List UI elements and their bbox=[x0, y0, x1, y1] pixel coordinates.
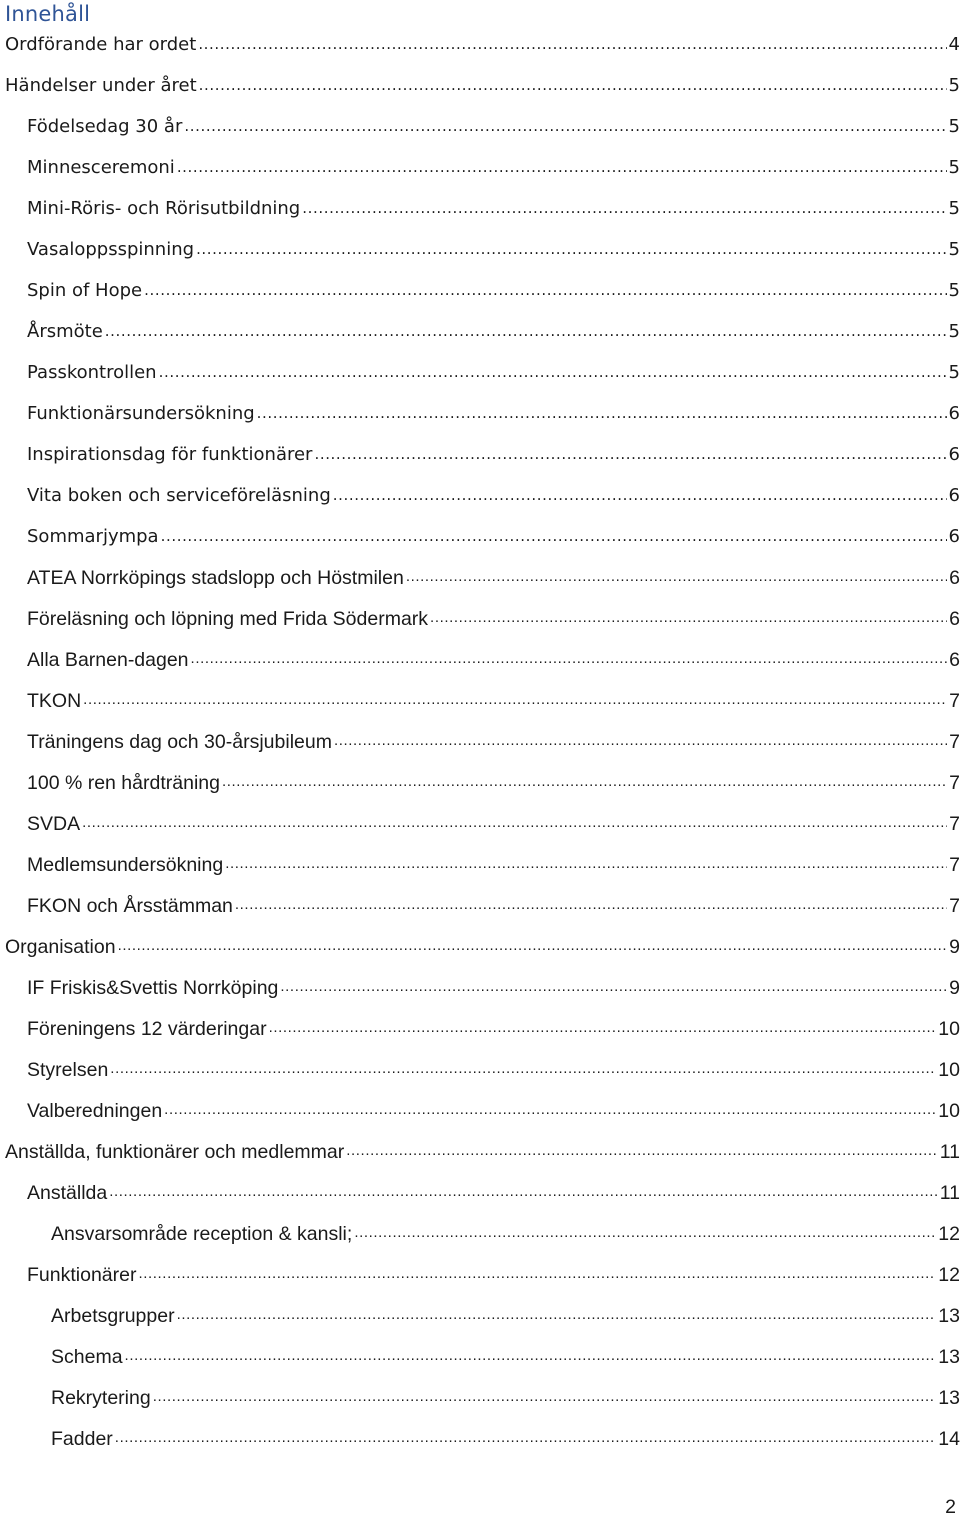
toc-entry-title: Anställda bbox=[27, 1182, 108, 1204]
toc-dot-leader bbox=[82, 812, 947, 836]
toc-dot-leader bbox=[191, 648, 948, 672]
toc-entry[interactable] bbox=[0, 270, 960, 311]
toc-entry-page-number: 4 bbox=[948, 34, 960, 55]
toc-entry-title: Valberedningen bbox=[27, 1100, 163, 1122]
page-number: 2 bbox=[945, 1496, 956, 1518]
toc-entry-page-number: 10 bbox=[938, 1018, 960, 1040]
toc-entry[interactable] bbox=[0, 639, 960, 680]
toc-entry-title: Ordförande har ordet bbox=[5, 34, 197, 55]
toc-dot-leader bbox=[257, 402, 947, 426]
toc-dot-leader bbox=[83, 689, 947, 713]
toc-dot-leader bbox=[125, 1345, 937, 1369]
toc-entry-title: Minnesceremoni bbox=[27, 157, 175, 178]
toc-entry[interactable] bbox=[0, 352, 960, 393]
toc-entry-title: Vita boken och serviceföreläsning bbox=[27, 485, 331, 506]
toc-entry[interactable] bbox=[0, 393, 960, 434]
toc-entry-title: Arbetsgrupper bbox=[51, 1305, 175, 1327]
toc-entry[interactable] bbox=[0, 762, 960, 803]
toc-entry-page-number: 13 bbox=[938, 1387, 960, 1409]
toc-entry[interactable] bbox=[0, 65, 960, 106]
toc-entry-page-number: 11 bbox=[939, 1141, 960, 1163]
toc-dot-leader bbox=[110, 1058, 936, 1082]
toc-entry[interactable] bbox=[0, 680, 960, 721]
toc-entry[interactable] bbox=[0, 24, 960, 65]
toc-dot-leader bbox=[354, 1222, 936, 1246]
toc-entry[interactable] bbox=[0, 1254, 960, 1295]
toc-dot-leader bbox=[196, 238, 946, 262]
toc-dot-leader bbox=[199, 74, 947, 98]
toc-entry[interactable] bbox=[0, 598, 960, 639]
toc-entry-title: Vasaloppsspinning bbox=[27, 239, 195, 260]
toc-entry-title: Föreläsning och löpning med Frida Södermark bbox=[27, 608, 429, 630]
toc-entry[interactable] bbox=[0, 147, 960, 188]
toc-entry[interactable] bbox=[0, 967, 960, 1008]
toc-entry-page-number: 7 bbox=[949, 690, 960, 712]
toc-dot-leader bbox=[184, 115, 946, 139]
toc-heading: Innehåll bbox=[5, 2, 91, 26]
toc-dot-leader bbox=[346, 1140, 938, 1164]
toc-entry[interactable] bbox=[0, 475, 960, 516]
toc-entry-title: Schema bbox=[51, 1346, 123, 1368]
toc-dot-leader bbox=[334, 730, 947, 754]
toc-dot-leader bbox=[198, 33, 946, 57]
toc-entry-title: FKON och Årsstämman bbox=[27, 895, 233, 917]
toc-entry-title: Funktionärsundersökning bbox=[27, 403, 255, 424]
toc-entry-title: Sommarjympa bbox=[27, 526, 159, 547]
toc-entry-title: Fadder bbox=[51, 1428, 113, 1450]
toc-entry-page-number: 14 bbox=[938, 1428, 960, 1450]
toc-entry-page-number: 6 bbox=[948, 403, 960, 424]
toc-entry-page-number: 5 bbox=[948, 157, 960, 178]
toc-entry-title: Medlemsundersökning bbox=[27, 854, 224, 876]
toc-entry[interactable] bbox=[0, 1131, 960, 1172]
toc-dot-leader bbox=[161, 525, 947, 549]
toc-dot-leader bbox=[177, 1304, 937, 1328]
toc-dot-leader bbox=[159, 361, 947, 385]
toc-dot-leader bbox=[269, 1017, 937, 1041]
toc-dot-leader bbox=[164, 1099, 936, 1123]
toc-entry[interactable] bbox=[0, 1377, 960, 1418]
toc-entry-page-number: 12 bbox=[938, 1264, 960, 1286]
toc-entry-page-number: 13 bbox=[938, 1305, 960, 1327]
toc-entry-title: Alla Barnen-dagen bbox=[27, 649, 189, 671]
toc-entry[interactable] bbox=[0, 885, 960, 926]
toc-entry[interactable] bbox=[0, 1008, 960, 1049]
toc-entry-page-number: 7 bbox=[949, 854, 960, 876]
toc-entry-title: Inspirationsdag för funktionärer bbox=[27, 444, 313, 465]
toc-entry-title: Rekrytering bbox=[51, 1387, 151, 1409]
toc-entry-title: ATEA Norrköpings stadslopp och Höstmilen bbox=[27, 567, 404, 589]
toc-dot-leader bbox=[222, 771, 947, 795]
toc-entry[interactable] bbox=[0, 188, 960, 229]
toc-dot-leader bbox=[115, 1427, 937, 1451]
toc-entry-title: Träningens dag och 30-årsjubileum bbox=[27, 731, 332, 753]
toc-entry-title: Anställda, funktionärer och medlemmar bbox=[5, 1141, 345, 1163]
toc-entry-page-number: 5 bbox=[948, 198, 960, 219]
toc-dot-leader bbox=[105, 320, 947, 344]
toc-entry[interactable] bbox=[0, 229, 960, 270]
toc-dot-leader bbox=[333, 484, 947, 508]
toc-entry-page-number: 5 bbox=[948, 280, 960, 301]
toc-dot-leader bbox=[118, 935, 948, 959]
toc-entry-title: Funktionärer bbox=[27, 1264, 137, 1286]
toc-dot-leader bbox=[225, 853, 947, 877]
toc-entry-page-number: 7 bbox=[949, 772, 960, 794]
toc-entry-title: Födelsedag 30 år bbox=[27, 116, 183, 137]
toc-entry-page-number: 5 bbox=[948, 239, 960, 260]
toc-entry-title: Mini-Röris- och Rörisutbildning bbox=[27, 198, 301, 219]
toc-dot-leader bbox=[109, 1181, 938, 1205]
toc-dot-leader bbox=[406, 566, 947, 590]
toc-entry[interactable] bbox=[0, 434, 960, 475]
toc-entry[interactable] bbox=[0, 1090, 960, 1131]
toc-entry-title: IF Friskis&Svettis Norrköping bbox=[27, 977, 279, 999]
toc-entry-page-number: 6 bbox=[949, 567, 960, 589]
toc-entry-page-number: 6 bbox=[948, 444, 960, 465]
toc-entry-page-number: 6 bbox=[948, 485, 960, 506]
toc-list bbox=[0, 24, 960, 1459]
toc-entry[interactable] bbox=[0, 1049, 960, 1090]
toc-entry[interactable] bbox=[0, 803, 960, 844]
toc-entry[interactable] bbox=[0, 557, 960, 598]
toc-entry-page-number: 5 bbox=[948, 75, 960, 96]
toc-entry-page-number: 6 bbox=[949, 649, 960, 671]
toc-entry-title: Spin of Hope bbox=[27, 280, 143, 301]
toc-entry-title: Föreningens 12 värderingar bbox=[27, 1018, 267, 1040]
toc-entry[interactable] bbox=[0, 106, 960, 147]
toc-entry-page-number: 9 bbox=[949, 936, 960, 958]
toc-entry[interactable] bbox=[0, 311, 960, 352]
toc-entry-title: Årsmöte bbox=[27, 321, 103, 342]
toc-entry-page-number: 10 bbox=[938, 1100, 960, 1122]
toc-entry-title: SVDA bbox=[27, 813, 81, 835]
toc-dot-leader bbox=[302, 197, 946, 221]
toc-entry[interactable] bbox=[0, 926, 960, 967]
toc-dot-leader bbox=[153, 1386, 937, 1410]
toc-entry-page-number: 5 bbox=[948, 362, 960, 383]
toc-dot-leader bbox=[177, 156, 947, 180]
toc-entry[interactable] bbox=[0, 1418, 960, 1459]
toc-entry-page-number: 7 bbox=[949, 813, 960, 835]
toc-entry-page-number: 6 bbox=[948, 526, 960, 547]
toc-entry-title: Passkontrollen bbox=[27, 362, 157, 383]
toc-entry[interactable] bbox=[0, 844, 960, 885]
toc-entry[interactable] bbox=[0, 1336, 960, 1377]
toc-entry-page-number: 6 bbox=[949, 608, 960, 630]
toc-entry-page-number: 13 bbox=[938, 1346, 960, 1368]
toc-entry-page-number: 7 bbox=[949, 731, 960, 753]
toc-dot-leader bbox=[314, 443, 946, 467]
toc-entry-title: 100 % ren hårdträning bbox=[27, 772, 220, 794]
toc-entry-page-number: 7 bbox=[949, 895, 960, 917]
toc-entry-page-number: 5 bbox=[948, 321, 960, 342]
toc-dot-leader bbox=[138, 1263, 936, 1287]
toc-dot-leader bbox=[430, 607, 947, 631]
toc-dot-leader bbox=[235, 894, 947, 918]
toc-entry[interactable] bbox=[0, 1295, 960, 1336]
toc-entry-title: Ansvarsområde reception & kansli; bbox=[51, 1223, 353, 1245]
toc-entry-page-number: 9 bbox=[949, 977, 960, 999]
toc-entry-page-number: 5 bbox=[948, 116, 960, 137]
toc-entry-title: Styrelsen bbox=[27, 1059, 109, 1081]
toc-entry-title: Organisation bbox=[5, 936, 116, 958]
toc-entry-title: Händelser under året bbox=[5, 75, 197, 96]
toc-dot-leader bbox=[280, 976, 947, 1000]
toc-entry[interactable] bbox=[0, 1172, 960, 1213]
toc-entry[interactable] bbox=[0, 1213, 960, 1254]
toc-entry[interactable] bbox=[0, 516, 960, 557]
toc-entry-title: TKON bbox=[27, 690, 82, 712]
toc-entry-page-number: 11 bbox=[939, 1182, 960, 1204]
toc-dot-leader bbox=[144, 279, 946, 303]
toc-entry-page-number: 12 bbox=[938, 1223, 960, 1245]
toc-entry[interactable] bbox=[0, 721, 960, 762]
toc-entry-page-number: 10 bbox=[938, 1059, 960, 1081]
